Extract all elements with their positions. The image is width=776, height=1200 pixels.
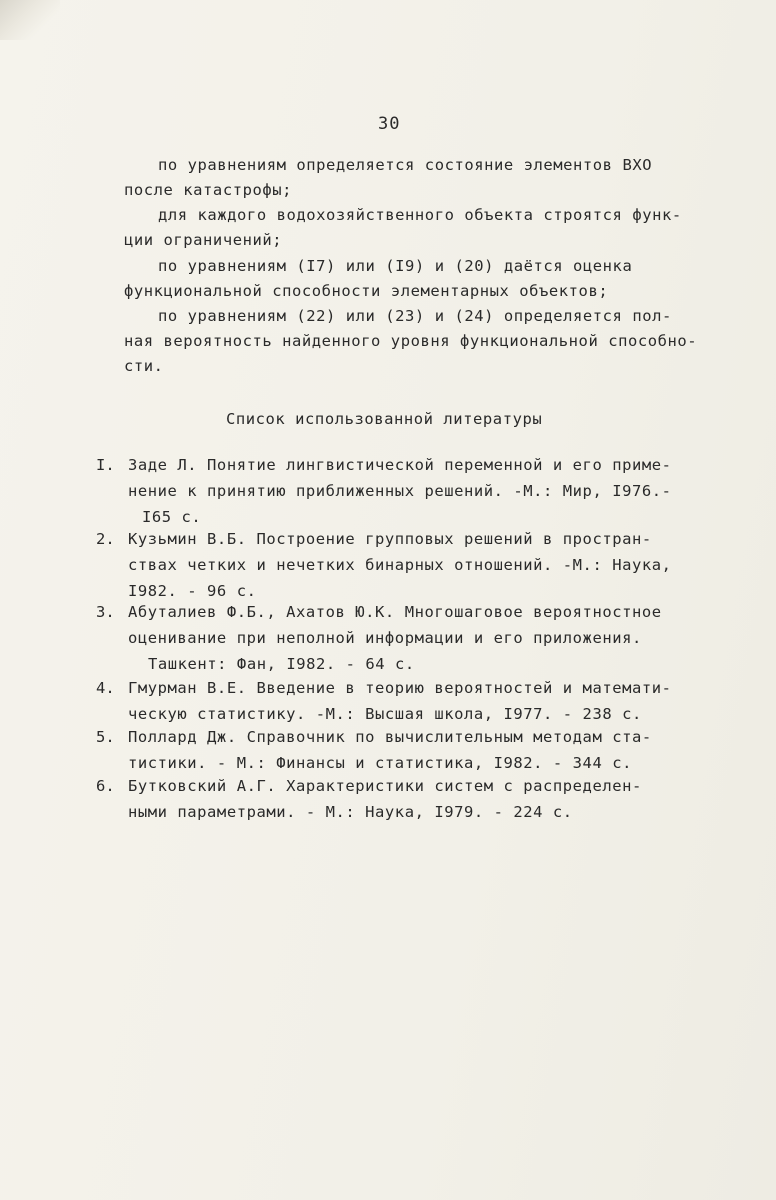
reference-line: оценивание при неполной информации и его приложения. <box>128 629 642 647</box>
reference-line: I982. - 96 с. <box>128 582 257 600</box>
reference-line: ческую статистику. -М.: Высшая школа, I977. - 238 с. <box>128 705 642 723</box>
reference-line: Заде Л. Понятие лингвистической переменной и его приме- <box>128 456 672 474</box>
reference-line: Ташкент: Фан, I982. - 64 с. <box>148 655 415 673</box>
reference-line: Бутковский А.Г. Характеристики систем с распределен- <box>128 777 642 795</box>
body-line: по уравнениям определяется состояние элементов ВХО <box>158 156 653 174</box>
reference-line: ствах четких и нечетких бинарных отношений. -М.: Наука, <box>128 556 672 574</box>
body-line: ная вероятность найденного уровня функциональной способно- <box>124 332 698 350</box>
reference-number: 2. <box>96 530 115 548</box>
body-line: по уравнениям (22) или (23) и (24) определяется пол- <box>158 307 672 325</box>
body-line: для каждого водохозяйственного объекта строятся функ- <box>158 206 682 224</box>
references-heading: Список использованной литературы <box>226 410 543 428</box>
reference-line: Поллард Дж. Справочник по вычислительным методам ста- <box>128 728 652 746</box>
body-line: сти. <box>124 357 164 375</box>
body-line: ции ограничений; <box>124 231 283 249</box>
body-line: после катастрофы; <box>124 181 292 199</box>
reference-line: I65 с. <box>142 508 202 526</box>
reference-line: Гмурман В.Е. Введение в теорию вероятностей и математи- <box>128 679 672 697</box>
reference-line: Кузьмин В.Б. Построение групповых решений в простран- <box>128 530 652 548</box>
reference-line: Абуталиев Ф.Б., Ахатов Ю.К. Многошаговое вероятностное <box>128 603 662 621</box>
reference-line: тистики. - М.: Финансы и статистика, I982. - 344 с. <box>128 754 632 772</box>
reference-number: 5. <box>96 728 115 746</box>
reference-number: 6. <box>96 777 115 795</box>
reference-line: нение к принятию приближенных решений. -М.: Мир, I976.- <box>128 482 672 500</box>
page-corner-shadow <box>0 0 60 40</box>
body-line: по уравнениям (I7) или (I9) и (20) даётся оценка <box>158 257 633 275</box>
reference-number: 4. <box>96 679 115 697</box>
reference-line: ными параметрами. - М.: Наука, I979. - 224 с. <box>128 803 573 821</box>
reference-number: 3. <box>96 603 115 621</box>
body-line: функциональной способности элементарных объектов; <box>124 282 609 300</box>
reference-number: I. <box>96 456 115 474</box>
page-number: 30 <box>378 114 401 134</box>
